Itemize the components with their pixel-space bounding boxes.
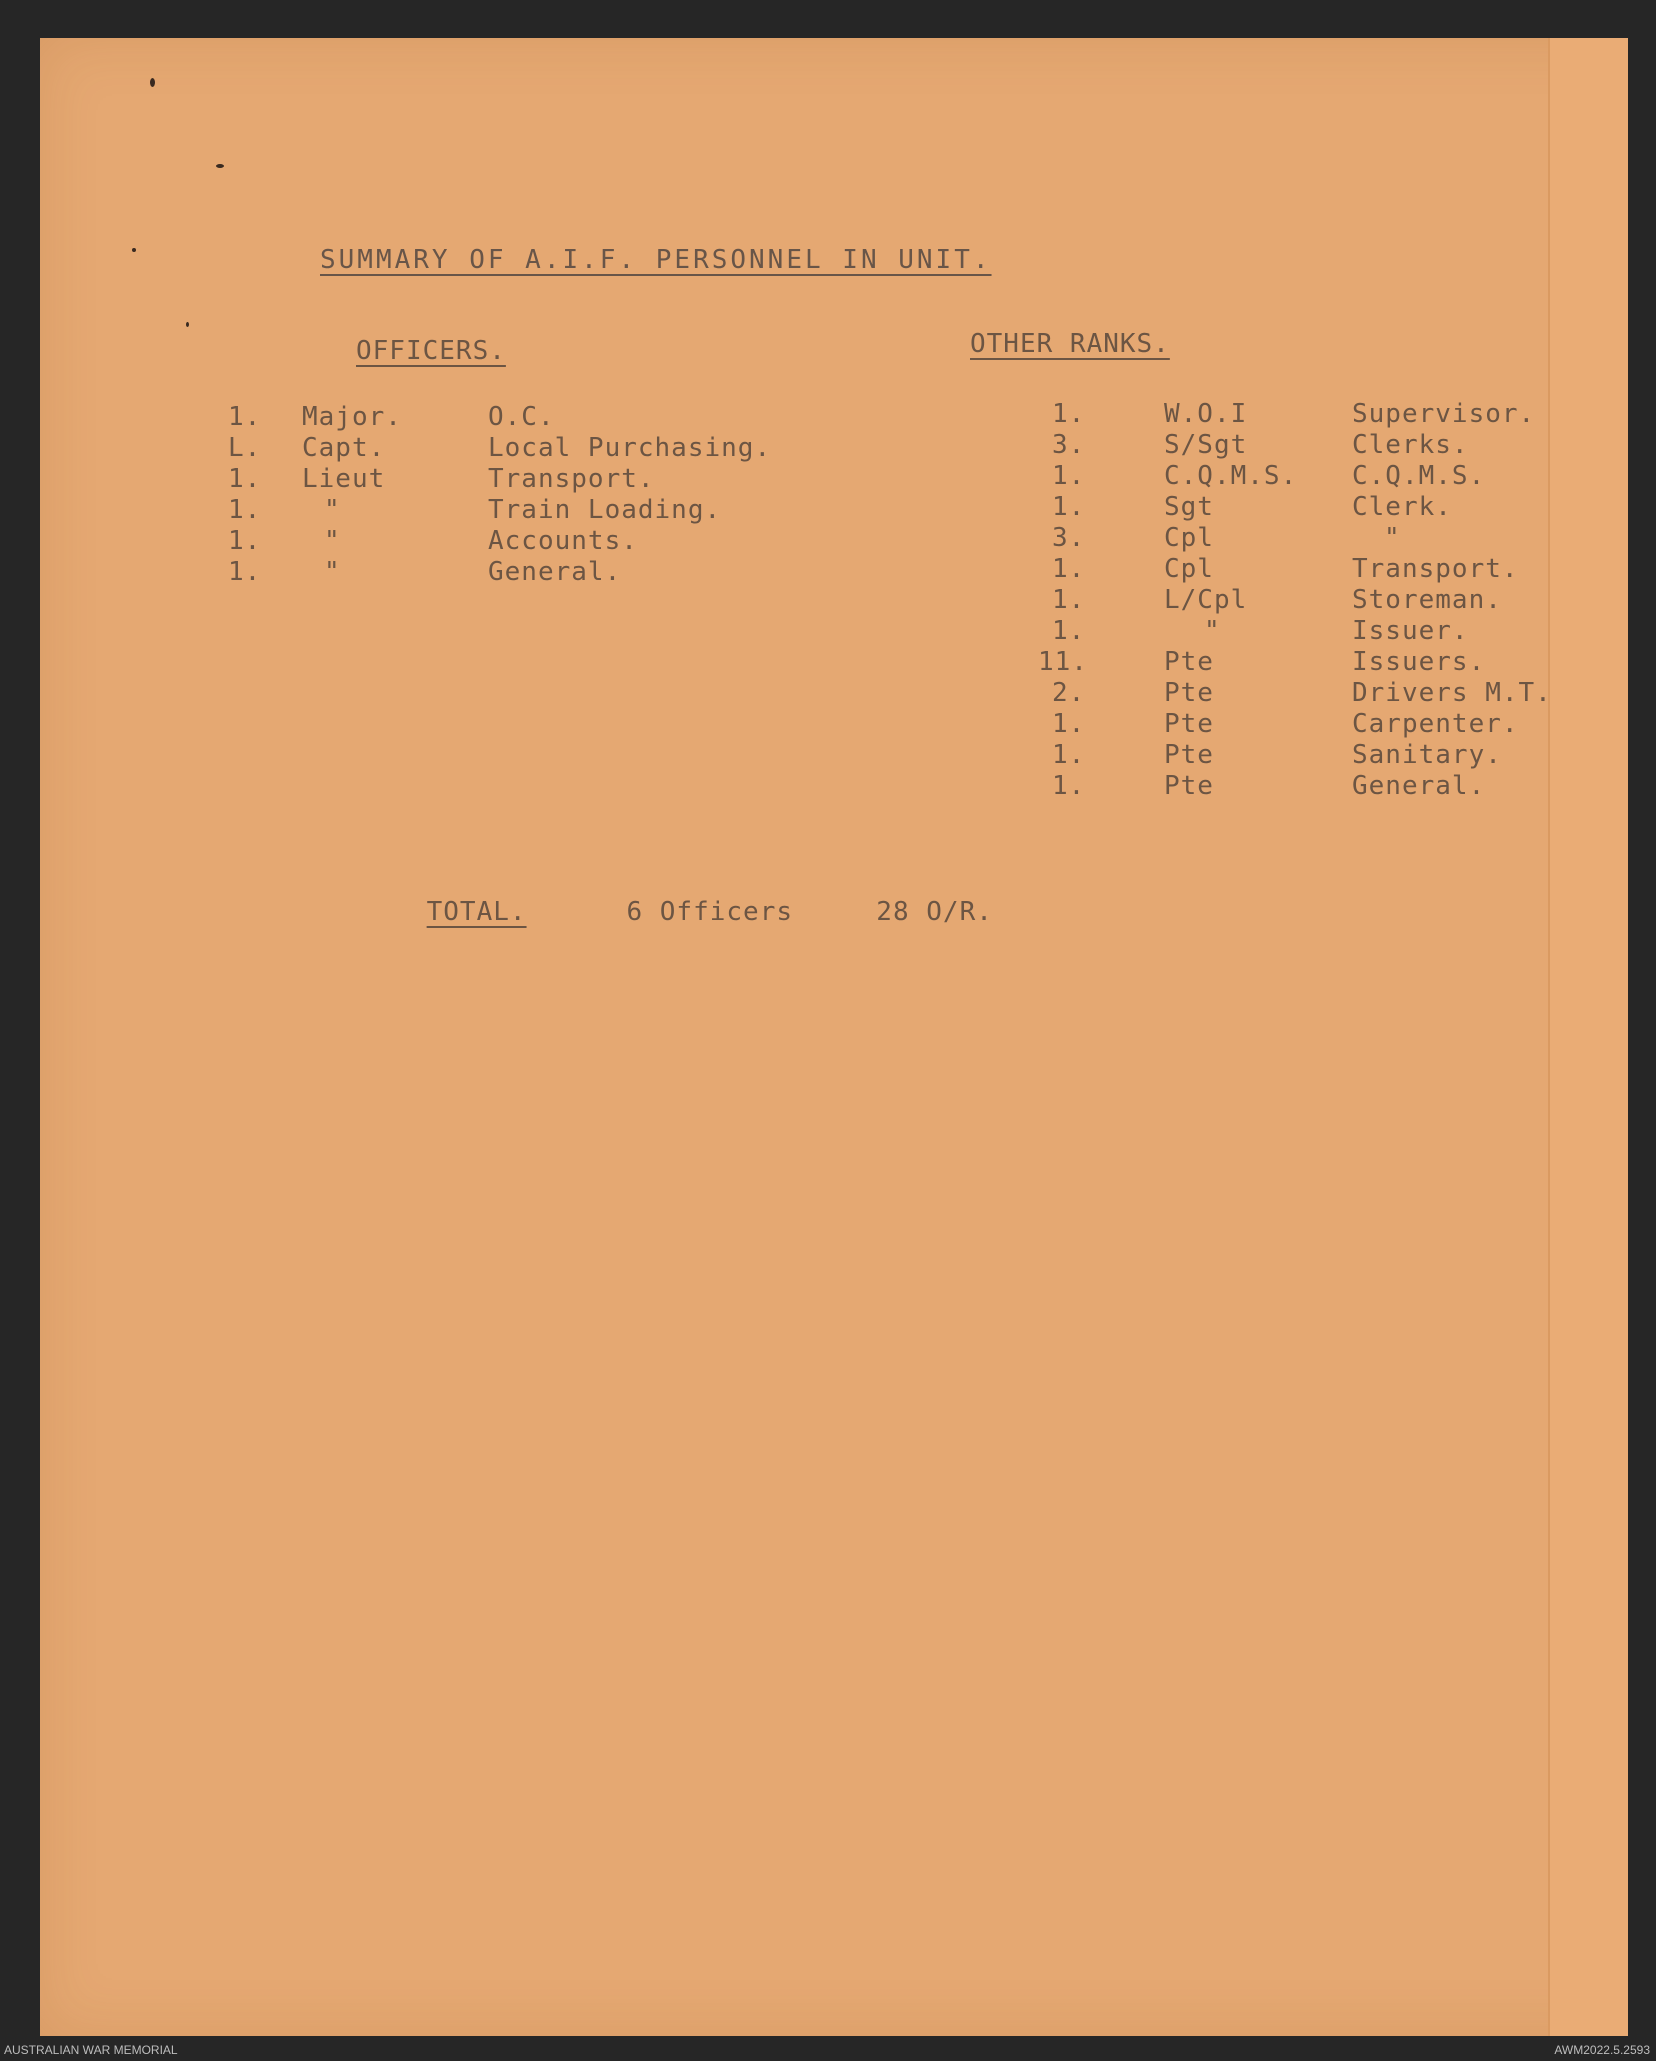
other-rank-count: 1. [1052, 771, 1086, 801]
paper-speck [132, 248, 136, 252]
document-title: SUMMARY OF A.I.F. PERSONNEL IN UNIT. [320, 245, 992, 275]
officer-rank: Lieut [302, 464, 386, 494]
other-rank-row [1038, 647, 1552, 678]
other-rank-count: 3. [1052, 523, 1086, 553]
other-rank-rank: W.O.I [1164, 399, 1248, 429]
other-rank-row [1052, 554, 1552, 585]
other-rank-row [1052, 585, 1552, 616]
officer-count: 1. [228, 402, 262, 432]
other-rank-count: 1. [1052, 740, 1086, 770]
other-rank-rank: C.Q.M.S. [1164, 461, 1298, 491]
other-ranks-heading: OTHER RANKS. [970, 329, 1170, 359]
officer-row [228, 433, 808, 464]
other-rank-role: Issuers. [1352, 647, 1486, 677]
other-rank-count: 1. [1052, 492, 1086, 522]
paper-speck [150, 78, 155, 87]
officer-role: Local Purchasing. [488, 433, 772, 463]
total-other-ranks: 28 O/R. [876, 897, 993, 927]
officer-role: O.C. [488, 402, 555, 432]
total-line [360, 866, 993, 959]
officer-rank: Major. [302, 402, 402, 432]
other-rank-rank: Pte [1164, 647, 1214, 677]
other-rank-role: General. [1352, 771, 1486, 801]
officers-list [228, 402, 808, 588]
total-label: TOTAL. [426, 897, 527, 927]
paper-speck [186, 322, 189, 327]
other-rank-role: Sanitary. [1352, 740, 1502, 770]
officer-count: 1. [228, 557, 262, 587]
other-rank-rank: Pte [1164, 740, 1214, 770]
other-rank-role: Carpenter. [1352, 709, 1519, 739]
officer-role: Transport. [488, 464, 655, 494]
other-rank-role: Storeman. [1352, 585, 1502, 615]
other-rank-rank: Pte [1164, 678, 1214, 708]
other-rank-rank: Cpl [1164, 554, 1214, 584]
officers-heading: OFFICERS. [356, 336, 506, 366]
other-rank-count: 1. [1052, 585, 1086, 615]
document-sheet [40, 38, 1626, 2036]
other-rank-count: 1. [1052, 461, 1086, 491]
paper-edge-strip [1548, 38, 1628, 2036]
other-rank-count: 1. [1052, 399, 1086, 429]
officer-rank: Capt. [302, 433, 386, 463]
officer-row [228, 526, 808, 557]
other-rank-row [1052, 771, 1552, 802]
officer-row [228, 464, 808, 495]
paper-speck [216, 164, 224, 168]
other-rank-count: 11. [1038, 647, 1088, 677]
officer-row [228, 402, 808, 433]
other-rank-rank: Pte [1164, 771, 1214, 801]
archive-reference: AWM2022.5.2593 [1554, 2043, 1650, 2057]
other-rank-row [1052, 399, 1552, 430]
total-officers: 6 Officers [626, 897, 794, 927]
officer-rank: " [324, 495, 341, 525]
other-rank-role: Transport. [1352, 554, 1519, 584]
other-rank-rank: Cpl [1164, 523, 1214, 553]
officer-role: Accounts. [488, 526, 638, 556]
officer-role: Train Loading. [488, 495, 722, 525]
other-rank-role: C.Q.M.S. [1352, 461, 1486, 491]
other-rank-rank: S/Sgt [1164, 430, 1248, 460]
other-rank-row [1052, 678, 1552, 709]
other-rank-role: Supervisor. [1352, 399, 1536, 429]
other-rank-row [1052, 492, 1552, 523]
other-rank-count: 3. [1052, 430, 1086, 460]
other-rank-rank: L/Cpl [1164, 585, 1248, 615]
other-rank-row [1052, 740, 1552, 771]
officer-count: L. [228, 433, 262, 463]
other-rank-role: Drivers M.T. [1352, 678, 1552, 708]
other-rank-row [1052, 523, 1552, 554]
other-rank-rank: Sgt [1164, 492, 1214, 522]
other-rank-count: 1. [1052, 709, 1086, 739]
officer-count: 1. [228, 495, 262, 525]
other-rank-rank: " [1204, 616, 1221, 646]
officer-row [228, 557, 808, 588]
other-rank-row [1052, 461, 1552, 492]
other-rank-role: " [1384, 523, 1401, 553]
other-rank-count: 1. [1052, 616, 1086, 646]
officer-count: 1. [228, 526, 262, 556]
officer-rank: " [324, 526, 341, 556]
officer-row [228, 495, 808, 526]
officer-role: General. [488, 557, 622, 587]
other-ranks-list [1038, 399, 1552, 802]
officer-rank: " [324, 557, 341, 587]
archive-credit: AUSTRALIAN WAR MEMORIAL [4, 2043, 178, 2057]
other-rank-row [1052, 430, 1552, 461]
officer-count: 1. [228, 464, 262, 494]
other-rank-rank: Pte [1164, 709, 1214, 739]
other-rank-role: Clerk. [1352, 492, 1452, 522]
other-rank-row [1052, 616, 1552, 647]
other-rank-count: 2. [1052, 678, 1086, 708]
other-rank-row [1052, 709, 1552, 740]
other-rank-count: 1. [1052, 554, 1086, 584]
other-rank-role: Issuer. [1352, 616, 1469, 646]
other-rank-role: Clerks. [1352, 430, 1469, 460]
